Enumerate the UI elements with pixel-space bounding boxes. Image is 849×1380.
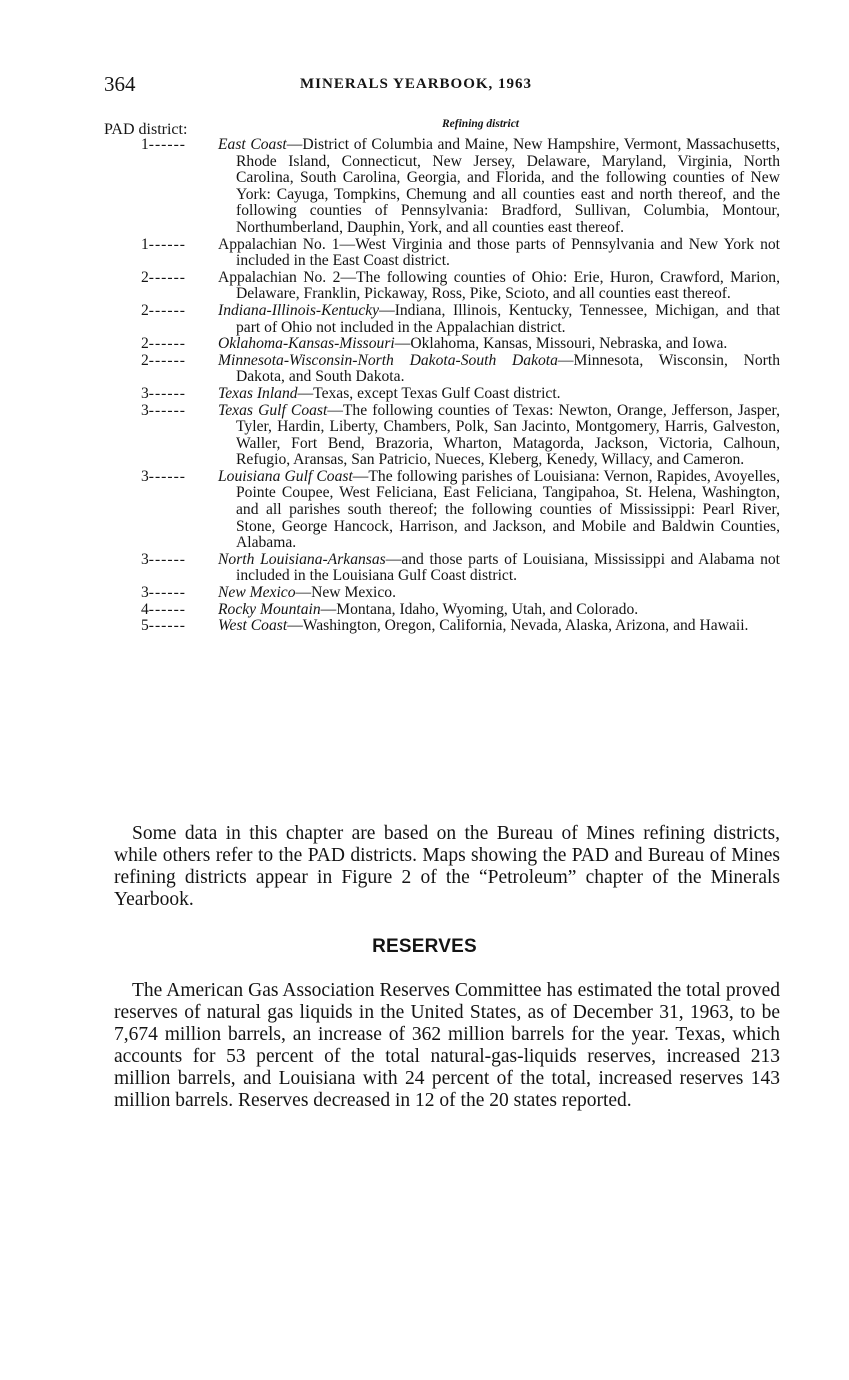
district-description bbox=[218, 585, 780, 602]
pad-number bbox=[104, 552, 218, 585]
paragraph-reserves: The American Gas Association Reserves Committee has estimated the total proved reserves of natural gas liquids in the United States, as of December 31, 1963, to be 7,674 million barrels, an increase of 362 million barrels for the year. Texas, which accounts for 53 percent of the total natural-gas-liquids reserves, increased 213 million barrels, and Louisiana with 24 percent of the total, increased reserves 143 million barrels. Reserves decreased in 12 of the 20 states reported. bbox=[114, 980, 780, 1111]
district-description bbox=[218, 303, 780, 336]
pad-number-value: 1 bbox=[141, 235, 149, 253]
district-name: Texas Inland bbox=[218, 384, 298, 402]
pad-number-value: 3 bbox=[141, 384, 149, 402]
district-description bbox=[218, 137, 780, 237]
district-description bbox=[218, 336, 780, 353]
pad-number bbox=[104, 403, 218, 469]
district-name: Appalachian No. 2 bbox=[218, 268, 341, 286]
pad-number bbox=[104, 618, 218, 635]
leader-dots: ------ bbox=[148, 384, 186, 402]
district-entry bbox=[104, 137, 780, 237]
pad-number bbox=[104, 237, 218, 270]
leader-dots: ------ bbox=[148, 600, 186, 618]
paragraph-districts: Some data in this chapter are based on the Bureau of Mines refining districts, while others refer to the PAD districts. Maps showing the PAD and Bureau of Mines refining districts appear in Figure 2 of the “Petroleum” chapter of the Minerals Yearbook. bbox=[114, 823, 780, 910]
district-entry bbox=[104, 403, 780, 469]
district-text: —Minnesota, Wisconsin, North Dakota, and South Dakota. bbox=[236, 351, 780, 386]
leader-dots: ------ bbox=[148, 401, 186, 419]
district-description bbox=[218, 552, 780, 585]
pad-number-value: 1 bbox=[141, 136, 149, 153]
running-title: MINERALS YEARBOOK, 1963 bbox=[300, 76, 533, 92]
district-description bbox=[218, 602, 780, 619]
leader-dots: ------ bbox=[148, 301, 186, 319]
district-text: —The following counties of Texas: Newton, Orange, Jefferson, Jasper, Tyler, Hardin, Liberty, Chambers, Polk, San Jacinto, Montgomery, Harris, Galveston, Waller, Fort Bend, Brazoria, Wharton, Matagorda, Jackson, Victoria, Calhoun, Refugio, Aransas, San Patricio, Nueces, Kleberg, Kenedy, Willacy, and Cameron. bbox=[236, 401, 780, 469]
pad-number bbox=[104, 602, 218, 619]
district-name: Oklahoma-Kansas-Missouri bbox=[218, 335, 395, 353]
district-entry bbox=[104, 303, 780, 336]
district-entry bbox=[104, 237, 780, 270]
pad-number-value: 4 bbox=[141, 600, 149, 618]
district-name: New Mexico bbox=[218, 584, 296, 602]
refining-district-label: Refining district bbox=[442, 118, 519, 130]
leader-dots: ------ bbox=[148, 550, 186, 568]
district-name: Rocky Mountain bbox=[218, 600, 321, 618]
pad-number bbox=[104, 386, 218, 403]
district-text: —The following counties of Ohio: Erie, Huron, Crawford, Marion, Delaware, Franklin, Pickaway, Ross, Pike, Scioto, and all counties east thereof. bbox=[236, 268, 780, 303]
pad-number-value: 5 bbox=[141, 617, 149, 635]
pad-number-value: 3 bbox=[141, 401, 149, 419]
district-text: —Indiana, Illinois, Kentucky, Tennessee, Michigan, and that part of Ohio not included in the Appalachian district. bbox=[236, 301, 780, 336]
district-text: —Texas, except Texas Gulf Coast district. bbox=[297, 384, 561, 402]
district-name: Texas Gulf Coast bbox=[218, 401, 328, 419]
pad-number-value: 2 bbox=[141, 335, 149, 353]
district-text: —District of Columbia and Maine, New Hampshire, Vermont, Massachusetts, Rhode Island, Connecticut, New Jersey, Delaware, Maryland, Virginia, North Carolina, South Carolina, Georgia, and Florida, and the following counties of New York: Cayuga, Tompkins, Chemung and all counties east and north thereof, and the following counties of Pennsylvania: Bradford, Sullivan, Columbia, Montour, Northumberland, Dauphin, York, and all counties east thereof. bbox=[236, 136, 780, 236]
district-description bbox=[218, 618, 780, 635]
district-text: —and those parts of Louisiana, Mississippi and Alabama not included in the Louisiana Gulf Coast district. bbox=[236, 550, 780, 585]
pad-number-value: 3 bbox=[141, 584, 149, 602]
district-entry bbox=[104, 552, 780, 585]
district-description bbox=[218, 270, 780, 303]
pad-district-label: PAD district: bbox=[104, 121, 188, 138]
leader-dots: ------ bbox=[148, 335, 186, 353]
district-entry bbox=[104, 386, 780, 403]
leader-dots: ------ bbox=[148, 235, 186, 253]
district-name: East Coast bbox=[218, 136, 287, 153]
district-entry bbox=[104, 336, 780, 353]
district-entry bbox=[104, 618, 780, 635]
pad-number-value: 3 bbox=[141, 467, 149, 485]
pad-number bbox=[104, 585, 218, 602]
pad-number-value: 2 bbox=[141, 301, 149, 319]
district-description bbox=[218, 469, 780, 552]
district-entry bbox=[104, 585, 780, 602]
section-heading-reserves: RESERVES bbox=[372, 936, 477, 957]
district-name: Appalachian No. 1 bbox=[218, 235, 340, 253]
leader-dots: ------ bbox=[148, 351, 186, 369]
leader-dots: ------ bbox=[148, 136, 186, 153]
district-text: —Washington, Oregon, California, Nevada, Alaska, Arizona, and Hawaii. bbox=[287, 617, 749, 635]
pad-number bbox=[104, 137, 218, 237]
district-name: North Louisiana-Arkansas bbox=[218, 550, 386, 568]
district-name: Indiana-Illinois-Kentucky bbox=[218, 301, 380, 319]
district-description bbox=[218, 353, 780, 386]
leader-dots: ------ bbox=[148, 467, 186, 485]
page-number: 364 bbox=[104, 72, 136, 96]
district-text: —Oklahoma, Kansas, Missouri, Nebraska, and Iowa. bbox=[394, 335, 728, 353]
district-entry bbox=[104, 353, 780, 386]
leader-dots: ------ bbox=[148, 268, 186, 286]
pad-number bbox=[104, 336, 218, 353]
district-text: —West Virginia and those parts of Pennsylvania and New York not included in the East Coast district. bbox=[236, 235, 780, 270]
pad-number bbox=[104, 469, 218, 552]
pad-number bbox=[104, 353, 218, 386]
pad-number-value: 2 bbox=[141, 351, 149, 369]
pad-number-value: 2 bbox=[141, 268, 149, 286]
district-description bbox=[218, 403, 780, 469]
district-text: —The following parishes of Louisiana: Vernon, Rapides, Avoyelles, Pointe Coupee, West Feliciana, East Feliciana, Tangipahoa, St. Helena, Washington, and all parishes south thereof; the following counties of Mississippi: Pearl River, Stone, George Hancock, Harrison, and Jackson, and Mobile and Baldwin Counties, Alabama. bbox=[236, 467, 780, 552]
district-entry bbox=[104, 602, 780, 619]
district-name: Louisiana Gulf Coast bbox=[218, 467, 353, 485]
leader-dots: ------ bbox=[148, 617, 186, 635]
district-list bbox=[104, 137, 780, 635]
district-name: Minnesota-Wisconsin-North Dakota-South Dakota bbox=[218, 351, 558, 369]
pad-number-value: 3 bbox=[141, 550, 149, 568]
district-name: West Coast bbox=[218, 617, 288, 635]
district-entry bbox=[104, 270, 780, 303]
leader-dots: ------ bbox=[148, 584, 186, 602]
district-description bbox=[218, 386, 780, 403]
pad-number bbox=[104, 303, 218, 336]
district-entry bbox=[104, 469, 780, 552]
district-text: —Montana, Idaho, Wyoming, Utah, and Colorado. bbox=[320, 600, 639, 618]
district-text: —New Mexico. bbox=[295, 584, 396, 602]
pad-number bbox=[104, 270, 218, 303]
district-description bbox=[218, 237, 780, 270]
